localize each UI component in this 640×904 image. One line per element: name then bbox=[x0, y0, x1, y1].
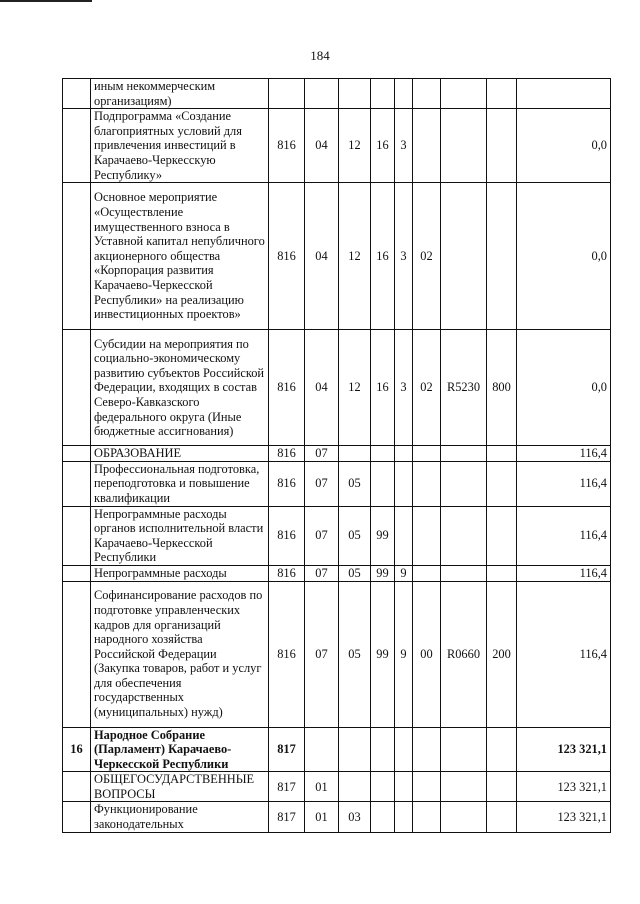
code-cs-direction bbox=[441, 79, 487, 109]
code-cs-direction: R0660 bbox=[441, 581, 487, 727]
code-rz: 07 bbox=[305, 581, 339, 727]
code-rz: 04 bbox=[305, 183, 339, 330]
code-pr: 05 bbox=[339, 565, 371, 581]
code-cs-subprogram bbox=[395, 79, 413, 109]
amount: 123 321,1 bbox=[517, 727, 611, 772]
code-cs-event: 02 bbox=[413, 330, 441, 446]
code-cs-subprogram bbox=[395, 446, 413, 462]
item-name: ОБРАЗОВАНИЕ bbox=[91, 446, 269, 462]
code-pr bbox=[339, 79, 371, 109]
code-cs-direction bbox=[441, 506, 487, 565]
code-pr bbox=[339, 727, 371, 772]
code-vr: 800 bbox=[487, 330, 517, 446]
row-number bbox=[63, 506, 91, 565]
amount: 116,4 bbox=[517, 446, 611, 462]
row-number: 16 bbox=[63, 727, 91, 772]
table-row bbox=[63, 772, 611, 802]
code-cs-direction bbox=[441, 802, 487, 832]
code-vr: 200 bbox=[487, 581, 517, 727]
code-ved: 816 bbox=[269, 461, 305, 506]
row-number bbox=[63, 109, 91, 183]
code-rz: 04 bbox=[305, 109, 339, 183]
code-ved bbox=[269, 79, 305, 109]
code-pr bbox=[339, 772, 371, 802]
item-name: иным некоммерческим организациям) bbox=[91, 79, 269, 109]
amount: 116,4 bbox=[517, 506, 611, 565]
code-vr bbox=[487, 79, 517, 109]
amount: 0,0 bbox=[517, 330, 611, 446]
code-ved: 816 bbox=[269, 183, 305, 330]
code-vr bbox=[487, 565, 517, 581]
code-ved: 816 bbox=[269, 446, 305, 462]
table-row bbox=[63, 79, 611, 109]
page-number: 184 bbox=[310, 48, 330, 63]
code-pr: 12 bbox=[339, 330, 371, 446]
item-name: Основное мероприятие «Осуществление имущественного взноса в Уставной капитал непубличного акционерного общества «Корпорация развития Карачаево-Черкесской Республики» на реализацию инвестиционных проектов» bbox=[91, 183, 269, 330]
code-cs-program: 99 bbox=[371, 581, 395, 727]
code-cs-direction bbox=[441, 461, 487, 506]
code-rz: 07 bbox=[305, 506, 339, 565]
amount: 123 321,1 bbox=[517, 772, 611, 802]
item-name: Софинансирование расходов по подготовке управленческих кадров для организаций народного хозяйства Российской Федерации (Закупка товаров, работ и услуг для обеспечения государственных (муниципальных) нужд) bbox=[91, 581, 269, 727]
code-vr bbox=[487, 183, 517, 330]
code-cs-program bbox=[371, 727, 395, 772]
amount: 123 321,1 bbox=[517, 802, 611, 832]
code-cs-event bbox=[413, 802, 441, 832]
code-rz: 01 bbox=[305, 772, 339, 802]
table-row bbox=[63, 109, 611, 183]
row-number bbox=[63, 802, 91, 832]
code-cs-subprogram: 9 bbox=[395, 565, 413, 581]
code-rz: 01 bbox=[305, 802, 339, 832]
code-pr: 05 bbox=[339, 581, 371, 727]
table-row bbox=[63, 183, 611, 330]
row-number bbox=[63, 330, 91, 446]
code-cs-direction bbox=[441, 565, 487, 581]
code-cs-subprogram bbox=[395, 802, 413, 832]
code-cs-program bbox=[371, 772, 395, 802]
code-cs-program: 99 bbox=[371, 565, 395, 581]
code-cs-event bbox=[413, 772, 441, 802]
table-row bbox=[63, 581, 611, 727]
code-cs-subprogram: 3 bbox=[395, 183, 413, 330]
amount bbox=[517, 79, 611, 109]
code-cs-event bbox=[413, 506, 441, 565]
code-cs-direction bbox=[441, 109, 487, 183]
code-cs-subprogram: 3 bbox=[395, 109, 413, 183]
code-cs-subprogram bbox=[395, 727, 413, 772]
code-cs-event bbox=[413, 446, 441, 462]
code-cs-direction: R5230 bbox=[441, 330, 487, 446]
item-name: Непрограммные расходы органов исполнительной власти Карачаево-Черкесской Республики bbox=[91, 506, 269, 565]
code-vr bbox=[487, 446, 517, 462]
table-row bbox=[63, 446, 611, 462]
code-cs-event bbox=[413, 109, 441, 183]
item-name: Функционирование законодательных bbox=[91, 802, 269, 832]
code-pr: 03 bbox=[339, 802, 371, 832]
table-row bbox=[63, 330, 611, 446]
item-name: ОБЩЕГОСУДАРСТВЕННЫЕ ВОПРОСЫ bbox=[91, 772, 269, 802]
code-vr bbox=[487, 506, 517, 565]
item-name: Народное Собрание (Парламент) Карачаево-Черкесской Республики bbox=[91, 727, 269, 772]
amount: 116,4 bbox=[517, 461, 611, 506]
amount: 0,0 bbox=[517, 183, 611, 330]
table-row bbox=[63, 506, 611, 565]
code-cs-subprogram bbox=[395, 772, 413, 802]
row-number bbox=[63, 772, 91, 802]
row-number bbox=[63, 79, 91, 109]
code-vr bbox=[487, 772, 517, 802]
code-cs-event bbox=[413, 727, 441, 772]
table-row bbox=[63, 727, 611, 772]
item-name: Субсидии на мероприятия по социально-экономическому развитию субъектов Российской Федерации, входящих в состав Северо-Кавказского федерального округа (Иные бюджетные ассигнования) bbox=[91, 330, 269, 446]
code-pr: 05 bbox=[339, 461, 371, 506]
amount: 116,4 bbox=[517, 581, 611, 727]
code-pr: 12 bbox=[339, 183, 371, 330]
code-pr: 05 bbox=[339, 506, 371, 565]
code-ved: 816 bbox=[269, 109, 305, 183]
code-cs-program: 16 bbox=[371, 109, 395, 183]
code-ved: 816 bbox=[269, 565, 305, 581]
scan-edge-mark bbox=[0, 0, 92, 2]
code-ved: 817 bbox=[269, 802, 305, 832]
code-vr bbox=[487, 802, 517, 832]
code-cs-program bbox=[371, 461, 395, 506]
code-cs-subprogram: 3 bbox=[395, 330, 413, 446]
code-rz: 07 bbox=[305, 565, 339, 581]
code-cs-direction bbox=[441, 446, 487, 462]
budget-table bbox=[62, 78, 611, 833]
code-cs-program bbox=[371, 79, 395, 109]
code-cs-direction bbox=[441, 772, 487, 802]
row-number bbox=[63, 581, 91, 727]
code-ved: 817 bbox=[269, 727, 305, 772]
item-name: Непрограммные расходы bbox=[91, 565, 269, 581]
code-cs-program: 99 bbox=[371, 506, 395, 565]
row-number bbox=[63, 565, 91, 581]
code-rz bbox=[305, 727, 339, 772]
code-cs-program: 16 bbox=[371, 330, 395, 446]
code-vr bbox=[487, 727, 517, 772]
code-cs-direction bbox=[441, 727, 487, 772]
code-cs-program bbox=[371, 446, 395, 462]
code-cs-event bbox=[413, 79, 441, 109]
code-cs-event: 02 bbox=[413, 183, 441, 330]
code-rz: 04 bbox=[305, 330, 339, 446]
code-cs-subprogram bbox=[395, 461, 413, 506]
amount: 0,0 bbox=[517, 109, 611, 183]
code-pr bbox=[339, 446, 371, 462]
amount: 116,4 bbox=[517, 565, 611, 581]
code-cs-program: 16 bbox=[371, 183, 395, 330]
row-number bbox=[63, 446, 91, 462]
code-rz: 07 bbox=[305, 446, 339, 462]
table-row bbox=[63, 461, 611, 506]
code-ved: 817 bbox=[269, 772, 305, 802]
item-name: Подпрограмма «Создание благоприятных условий для привлечения инвестиций в Карачаево-Черкесскую Республику» bbox=[91, 109, 269, 183]
code-ved: 816 bbox=[269, 330, 305, 446]
code-rz: 07 bbox=[305, 461, 339, 506]
row-number bbox=[63, 183, 91, 330]
code-cs-event bbox=[413, 461, 441, 506]
code-cs-subprogram: 9 bbox=[395, 581, 413, 727]
code-cs-event: 00 bbox=[413, 581, 441, 727]
code-cs-direction bbox=[441, 183, 487, 330]
code-cs-event bbox=[413, 565, 441, 581]
code-cs-program bbox=[371, 802, 395, 832]
code-cs-subprogram bbox=[395, 506, 413, 565]
code-vr bbox=[487, 461, 517, 506]
table-row bbox=[63, 565, 611, 581]
code-ved: 816 bbox=[269, 581, 305, 727]
code-pr: 12 bbox=[339, 109, 371, 183]
row-number bbox=[63, 461, 91, 506]
table-row bbox=[63, 802, 611, 832]
code-rz bbox=[305, 79, 339, 109]
item-name: Профессиональная подготовка, переподготовка и повышение квалификации bbox=[91, 461, 269, 506]
code-ved: 816 bbox=[269, 506, 305, 565]
code-vr bbox=[487, 109, 517, 183]
